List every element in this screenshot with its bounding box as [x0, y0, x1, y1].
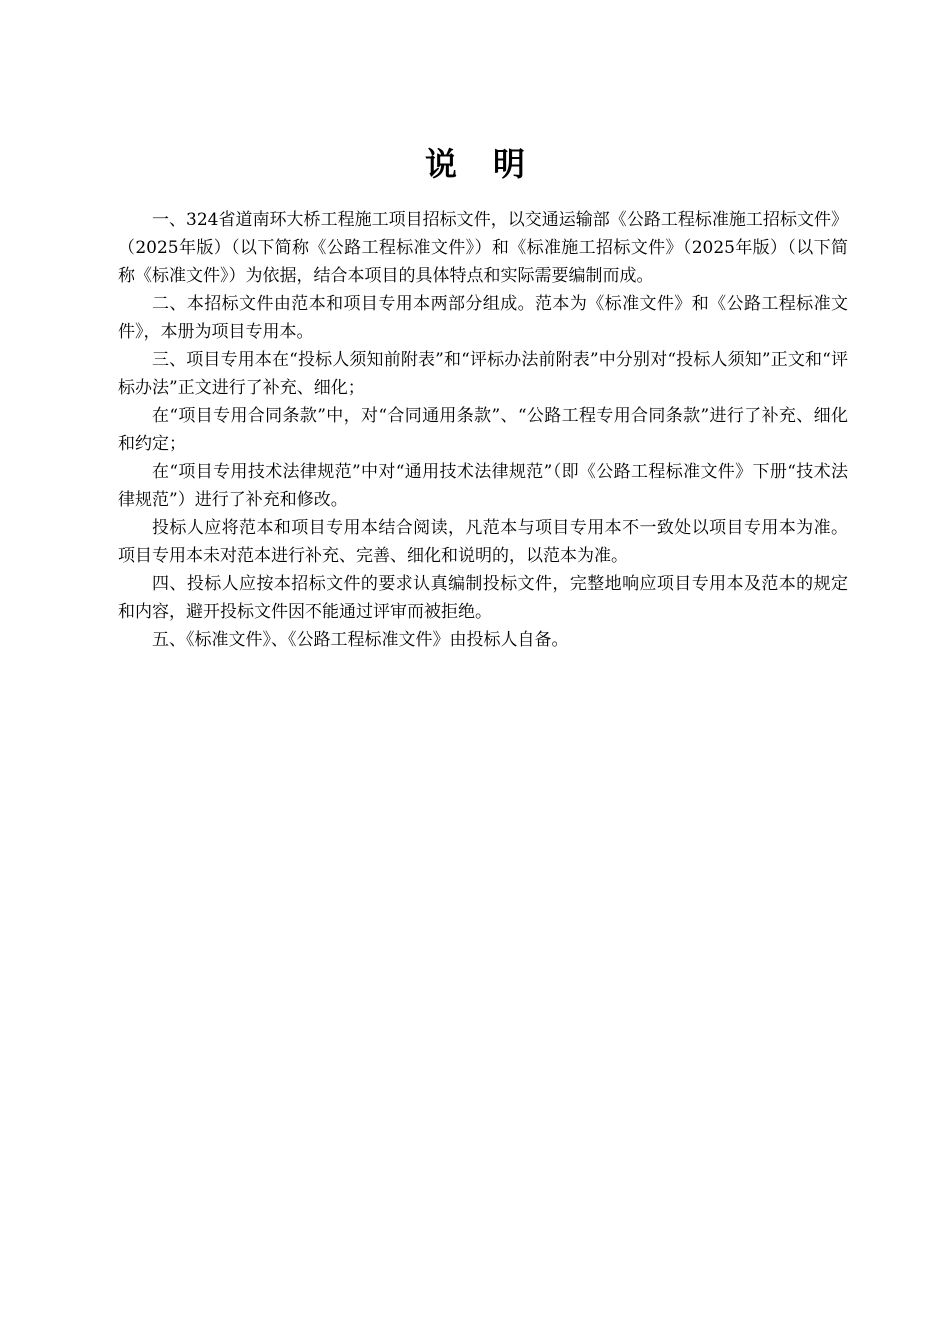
paragraph-8: 五、《标准文件》、《公路工程标准文件》由投标人自备。 [152, 630, 569, 650]
document-body [118, 206, 848, 654]
paragraph-4: 在“项目专用合同条款”中，对“合同通用条款”、“公路工程专用合同条款”进行了补充、细化和约定； [118, 406, 848, 454]
paragraph-6: 投标人应将范本和项目专用本结合阅读，凡范本与项目专用本不一致处以项目专用本为准。项目专用本未对范本进行补充、完善、细化和说明的，以范本为准。 [118, 518, 848, 566]
paragraph-3: 三、项目专用本在“投标人须知前附表”和“评标办法前附表”中分别对“投标人须知”正文和“评标办法”正文进行了补充、细化； [118, 350, 848, 398]
paragraph-5: 在“项目专用技术法律规范”中对“通用技术法律规范”（即《公路工程标准文件》下册“技术法律规范”）进行了补充和修改。 [118, 462, 848, 510]
page-title: 说明 [424, 145, 561, 183]
paragraph-7: 四、投标人应按本招标文件的要求认真编制投标文件，完整地响应项目专用本及范本的规定和内容，避开投标文件因不能通过评审而被拒绝。 [118, 574, 848, 622]
paragraph-2: 二、本招标文件由范本和项目专用本两部分组成。范本为《标准文件》和《公路工程标准文件》，本册为项目专用本。 [118, 294, 848, 342]
paragraph-1: 一、324省道南环大桥工程施工项目招标文件，以交通运输部《公路工程标准施工招标文件》（2025年版）（以下简称《公路工程标准文件》）和《标准施工招标文件》（2025年版）（以下简称《标准文件》）为依据，结合本项目的具体特点和实际需要编制而成。 [118, 210, 848, 286]
